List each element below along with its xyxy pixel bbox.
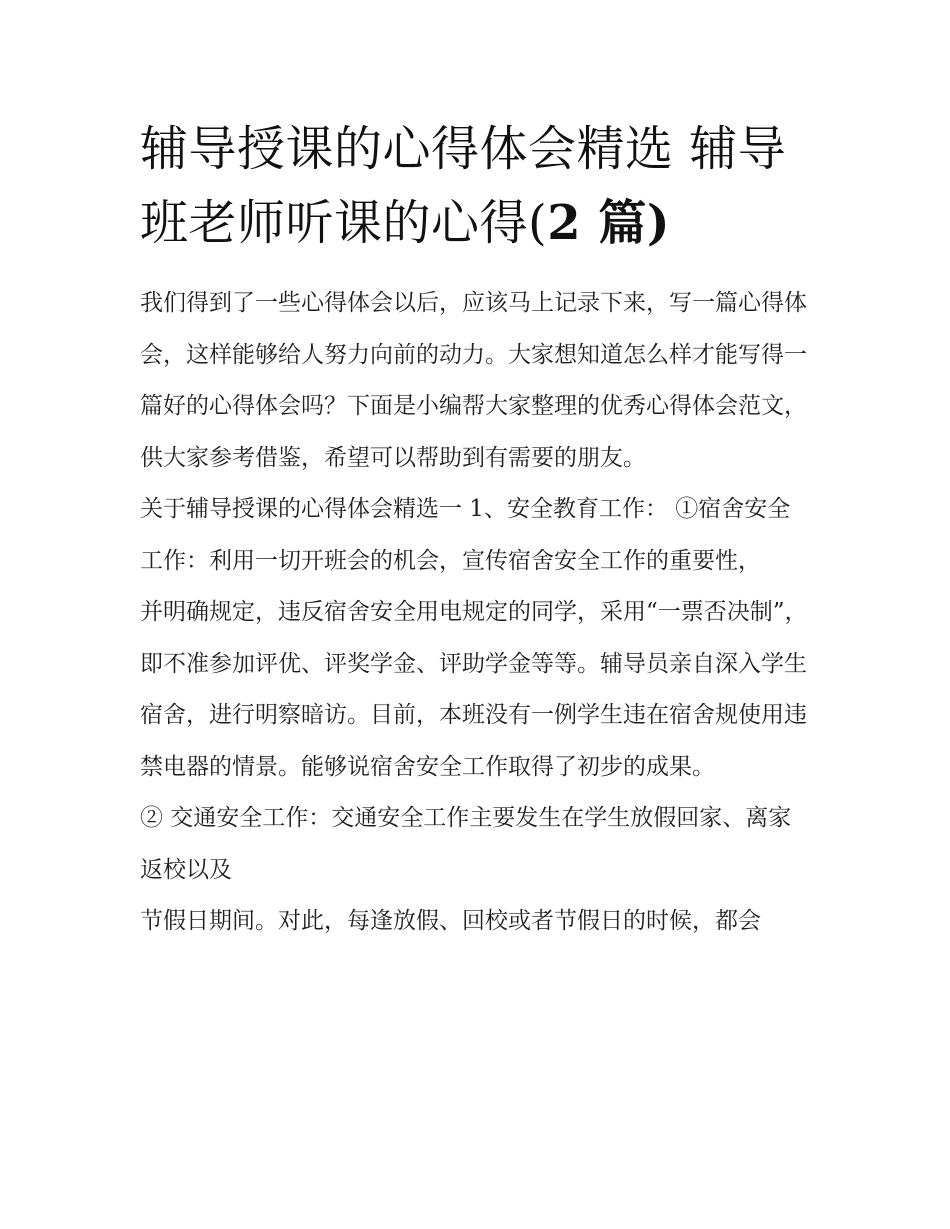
paragraph-holiday: 节假日期间。对此，每逢放假、回校或者节假日的时候，都会: [140, 908, 761, 934]
title-suffix: 篇): [581, 195, 671, 251]
title-text: 辅导授课的心得体会精选 辅导班老师听课的心得(: [140, 121, 787, 251]
document-title: [140, 112, 812, 260]
paragraph-safety-rules: 并明确规定，违反宿舍安全用电规定的同学，采用“一票否决制”，即不准参加评优、评奖学金、评助学金等等。辅导员亲自深入学生宿舍，进行明察暗访。目前，本班没有一例学生违在宿舍规使用违禁电器的情景。能够说宿舍安全工作取得了初步的成果。: [140, 599, 808, 780]
title-count: 2: [547, 195, 582, 251]
paragraph-safety-dorm: 关于辅导授课的心得体会精选一 1、安全教育工作： ①宿舍安全工作：利用一切开班会的机会，宣传宿舍安全工作的重要性，: [140, 496, 791, 574]
paragraph-traffic-safety: ② 交通安全工作：交通安全工作主要发生在学生放假回家、离家返校以及: [140, 805, 792, 883]
document-page: [140, 112, 812, 948]
paragraph-intro: 我们得到了一些心得体会以后，应该马上记录下来，写一篇心得体会，这样能够给人努力向前的动力。大家想知道怎么样才能写得一篇好的心得体会吗？下面是小编帮大家整理的优秀心得体会范文，供大家参考借鉴，希望可以帮助到有需要的朋友。: [140, 290, 807, 471]
